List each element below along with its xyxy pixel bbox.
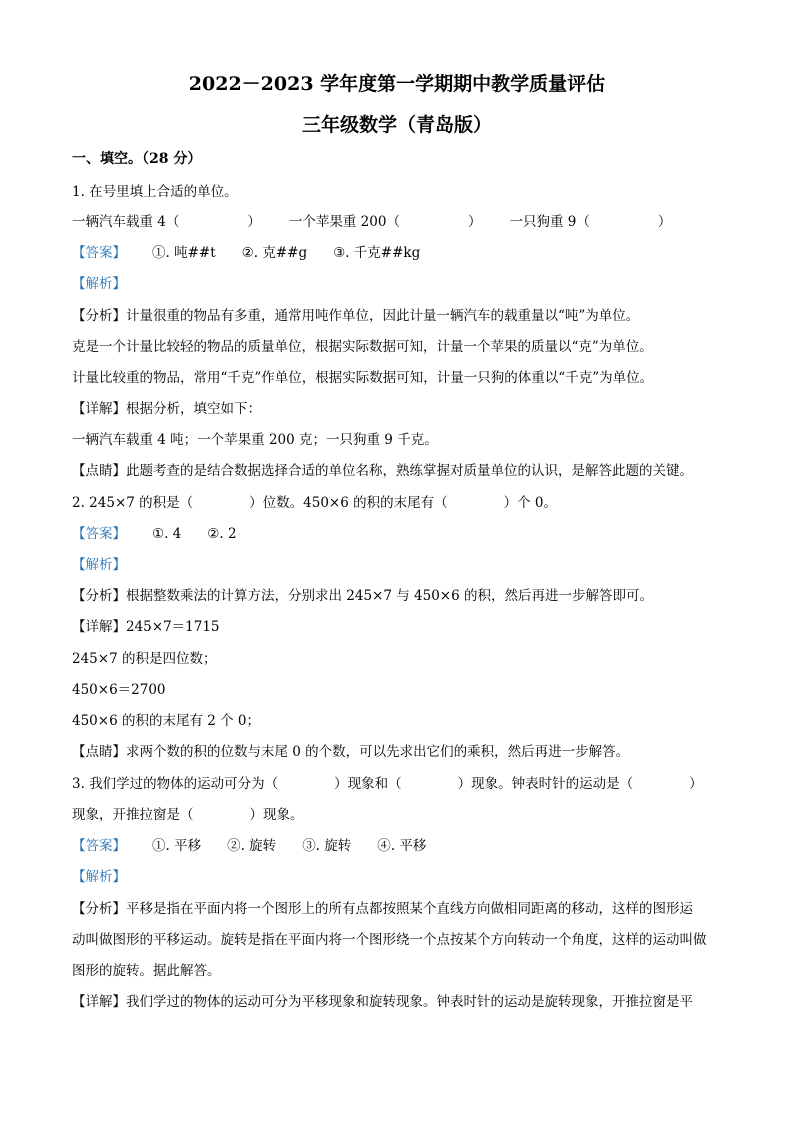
q1-fenxi-line [72, 307, 722, 325]
q1-detail-text: 根据分析，填空如下： [126, 401, 261, 417]
q1-stem: 1. 在号里填上合适的单位。 [72, 184, 238, 200]
q2-comment-line [72, 743, 722, 761]
q1-comment-text: 此题考查的是结合数据选择合适的单位名称，熟练掌握对质量单位的认识，是解答此题的关键。 [126, 463, 693, 479]
q3-stem-part-4: ） [689, 776, 703, 792]
q1-detail-tag: 【详解】 [72, 401, 126, 417]
q1-answer-3: ③. 千克##kg [333, 245, 421, 261]
q2-detail-line-2: 245×7 的积是四位数； [72, 651, 217, 667]
q2-answer-tag: 【答案】 [72, 526, 126, 542]
q2-comment-tag: 【点睛】 [72, 744, 126, 760]
q1-fill-part-4: ） [467, 214, 482, 230]
q2-stem [72, 494, 722, 512]
q2-answer-1: ①. 4 [152, 526, 182, 542]
q3-detail-text: 我们学过的物体的运动可分为平移现象和旋转现象。钟表时针的运动是旋转现象，开推拉窗是平 [126, 994, 693, 1010]
q1-fenxi-line-3: 计量比较重的物品，常用“千克”作单位，根据实际数据可知，计量一只狗的体重以“千克”为单位。 [72, 370, 654, 386]
q2-stem-part-3: ）个 0。 [503, 495, 557, 511]
q1-fill-part-1: 一辆汽车载重 4（ [72, 214, 180, 230]
page-title: 2022－2023 学年度第一学期期中教学质量评估 [188, 73, 606, 95]
q3-answer-tag: 【答案】 [72, 838, 126, 854]
q3-stem-part-3: ）现象。钟表时针的运动是（ [457, 776, 634, 792]
q2-fenxi-tag: 【分析】 [72, 588, 126, 604]
q3-fenxi-line [72, 900, 722, 918]
q1-analysis-tag: 【解析】 [72, 276, 126, 292]
q3-answer-1: ①. 平移 [152, 838, 202, 854]
q2-analysis-tag: 【解析】 [72, 557, 126, 573]
q2-fenxi-line [72, 587, 722, 605]
q3-fenxi-tag: 【分析】 [72, 901, 126, 917]
q3-detail-line [72, 993, 722, 1011]
q1-comment-tag: 【点睛】 [72, 463, 126, 479]
q1-fill-part-6: ） [657, 214, 672, 230]
section-heading: 一、填空。（28 分） [72, 151, 202, 167]
q2-stem-part-1: 2. 245×7 的积是（ [72, 495, 194, 511]
q3-detail-tag: 【详解】 [72, 994, 126, 1010]
q2-answer-line [72, 525, 722, 543]
q1-fenxi-line-2: 克是一个计量比较轻的物品的质量单位，根据实际数据可知，计量一个苹果的质量以“克”为单位。 [72, 339, 653, 355]
q1-fill-part-5: 一只狗重 9（ [509, 214, 590, 230]
q1-fenxi-tag: 【分析】 [72, 308, 126, 324]
q3-answer-3: ③. 旋转 [302, 838, 352, 854]
q3-answer-line [72, 837, 722, 855]
q2-detail-line-4: 450×6 的积的末尾有 2 个 0； [72, 713, 261, 729]
q1-answer-1: ①. 吨##t [152, 245, 216, 261]
q1-comment-line [72, 462, 722, 480]
q1-answer-2: ②. 克##g [241, 245, 308, 261]
q2-comment-text: 求两个数的积的位数与末尾 0 的个数，可以先求出它们的乘积，然后再进一步解答。 [126, 744, 630, 760]
q1-answer-tag: 【答案】 [72, 245, 126, 261]
q1-fill-line [72, 213, 722, 231]
q3-fenxi-text: 平移是指在平面内将一个图形上的所有点都按照某个直线方向做相同距离的移动，这样的图形运 [126, 901, 693, 917]
q3-stem-line-2 [72, 806, 722, 824]
q2-detail-tag: 【详解】 [72, 619, 126, 635]
q2-answer-2: ②. 2 [207, 526, 237, 542]
q1-detail-line-2: 一辆汽车载重 4 吨；一个苹果重 200 克；一只狗重 9 千克。 [72, 432, 438, 448]
q1-fill-part-2: ） [247, 214, 261, 230]
q3-stem-part-2: ）现象和（ [334, 776, 402, 792]
q3-stem-line2-part-1: 现象，开推拉窗是（ [72, 807, 194, 823]
q2-fenxi-text: 根据整数乘法的计算方法，分别求出 245×7 与 450×6 的积，然后再进一步解答即可。 [126, 588, 653, 604]
page-subtitle: 三年级数学（青岛版） [301, 114, 492, 136]
q3-stem-line2-part-2: ）现象。 [249, 807, 304, 823]
q3-fenxi-line-3: 图形的旋转。据此解答。 [72, 963, 221, 979]
q1-detail-line [72, 400, 722, 418]
q2-detail-line [72, 618, 722, 636]
q3-answer-2: ②. 旋转 [227, 838, 277, 854]
q3-stem [72, 775, 722, 793]
q2-detail-text: 245×7＝1715 [126, 619, 220, 635]
q1-fill-part-3: 一个苹果重 200（ [288, 214, 400, 230]
q3-analysis-tag: 【解析】 [72, 869, 126, 885]
q3-answer-4: ④. 平移 [377, 838, 427, 854]
q3-stem-part-1: 3. 我们学过的物体的运动可分为（ [72, 776, 279, 792]
q2-stem-part-2: ）位数。450×6 的积的末尾有（ [249, 495, 448, 511]
q3-fenxi-line-2: 动叫做图形的平移运动。旋转是指在平面内将一个图形绕一个点按某个方向转动一个角度，这样的运动叫做 [72, 932, 707, 948]
q2-detail-line-3: 450×6＝2700 [72, 682, 166, 698]
q1-answer-line [72, 244, 722, 262]
q1-fenxi-text: 计量很重的物品有多重，通常用吨作单位，因此计量一辆汽车的载重量以“吨”为单位。 [126, 308, 640, 324]
